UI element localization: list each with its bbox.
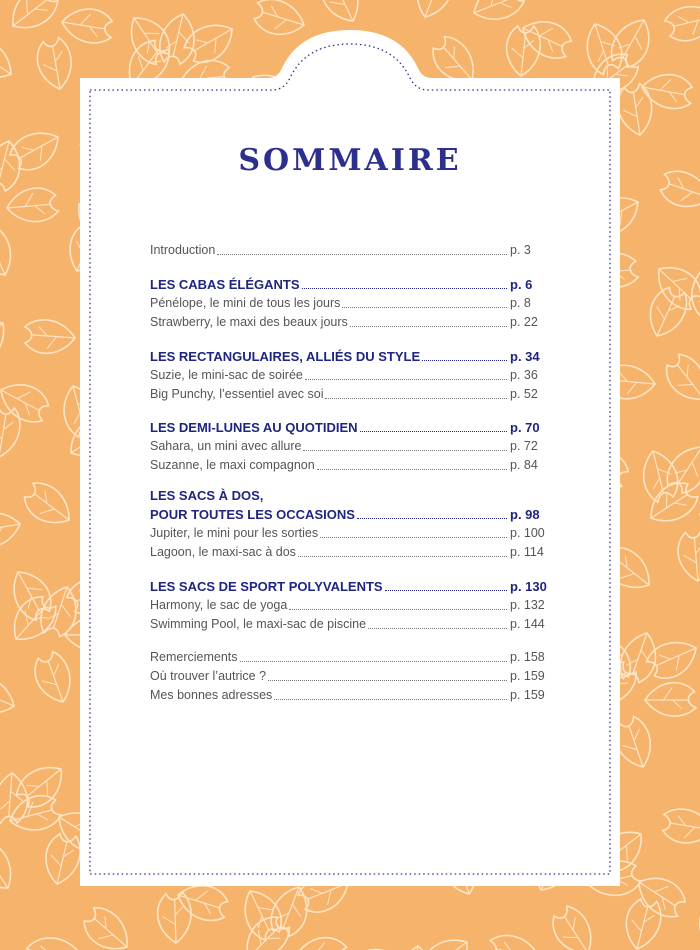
- dot-leader: [274, 699, 507, 700]
- dot-leader: [317, 469, 507, 470]
- toc-entry-label: Harmony, le sac de yoga: [150, 598, 288, 612]
- toc-entry-page: p. 158: [510, 650, 545, 664]
- toc-entry-label: Sahara, un mini avec allure: [150, 439, 302, 453]
- toc-entry-page: p. 3: [510, 243, 531, 257]
- toc-entry-label-line1: LES SACS À DOS,: [150, 488, 264, 503]
- toc-entry: [150, 387, 553, 402]
- toc-entry-label: LES SACS DE SPORT POLYVALENTS: [150, 579, 383, 594]
- dot-leader: [305, 379, 507, 380]
- dot-leader: [325, 398, 507, 399]
- toc-entry-page: p. 6: [510, 277, 533, 292]
- toc-entry-label: Mes bonnes adresses: [150, 688, 273, 702]
- toc-entry-label: Pénélope, le mini de tous les jours: [150, 296, 341, 310]
- toc-entry-label: Suzie, le mini-sac de soirée: [150, 368, 303, 382]
- toc-entry-page: p. 8: [510, 296, 531, 310]
- dot-leader: [240, 661, 507, 662]
- toc-entry-label: Lagoon, le maxi-sac à dos: [150, 545, 296, 559]
- toc-entry: [150, 296, 553, 311]
- toc-entry-page: p. 98: [510, 507, 540, 522]
- dot-leader: [360, 431, 507, 432]
- toc-entry: [150, 368, 553, 383]
- toc-entry: [150, 458, 553, 473]
- toc-entry: [150, 526, 553, 541]
- toc-section-heading: [150, 579, 553, 594]
- dot-leader: [289, 609, 507, 610]
- dot-leader: [357, 518, 507, 519]
- page-title: SOMMAIRE: [238, 143, 462, 178]
- toc-entry: [150, 598, 553, 613]
- toc-entry-page: p. 130: [510, 579, 547, 594]
- toc-entry-label: Big Punchy, l’essentiel avec soi: [150, 387, 324, 401]
- dot-leader: [217, 254, 507, 255]
- toc-entry: [150, 243, 553, 258]
- toc-section-heading: [150, 349, 553, 364]
- toc-entry-page: p. 34: [510, 349, 540, 364]
- toc-entry-page: p. 72: [510, 439, 538, 453]
- toc-entry-page: p. 132: [510, 598, 545, 612]
- toc-entry-label: LES RECTANGULAIRES, ALLIÉS DU STYLE: [150, 349, 421, 364]
- dot-leader: [385, 590, 507, 591]
- toc-entry-label: Introduction: [150, 243, 216, 257]
- dot-leader: [422, 360, 507, 361]
- toc-entry: [150, 315, 553, 330]
- toc-entry-label: Où trouver l’autrice ?: [150, 669, 267, 683]
- dot-leader: [302, 288, 507, 289]
- toc-entry-label: LES DEMI-LUNES AU QUOTIDIEN: [150, 420, 358, 435]
- toc-entry: [150, 669, 553, 684]
- toc-entry-page: p. 70: [510, 420, 540, 435]
- dot-leader: [320, 537, 507, 538]
- toc-entry-page: p. 22: [510, 315, 538, 329]
- toc-entry-page: p. 36: [510, 368, 538, 382]
- toc-entry-page: p. 52: [510, 387, 538, 401]
- toc-entry: [150, 439, 553, 454]
- toc-entry: [150, 688, 553, 703]
- toc-entry-label: Swimming Pool, le maxi-sac de piscine: [150, 617, 367, 631]
- toc-entry-label: LES CABAS ÉLÉGANTS: [150, 277, 300, 292]
- toc-entry-page: p. 114: [510, 545, 544, 559]
- dot-leader: [298, 556, 507, 557]
- dot-leader: [350, 326, 507, 327]
- toc-entry: [150, 617, 553, 632]
- dot-leader: [268, 680, 507, 681]
- toc-entry-page: p. 159: [510, 669, 545, 683]
- toc-entry-page: p. 159: [510, 688, 545, 702]
- toc-section-heading: [150, 420, 553, 435]
- toc-entry: [150, 545, 553, 560]
- toc-entry-page: p. 100: [510, 526, 545, 540]
- toc-entry-label: Remerciements: [150, 650, 238, 664]
- toc-entry-label: Suzanne, le maxi compagnon: [150, 458, 315, 472]
- dot-leader: [342, 307, 507, 308]
- toc-section-heading: [150, 277, 553, 292]
- dot-leader: [368, 628, 507, 629]
- toc-section-heading: [150, 507, 553, 522]
- dot-leader: [303, 450, 507, 451]
- toc-entry-label: Jupiter, le mini pour les sorties: [150, 526, 319, 540]
- toc-entry-page: p. 144: [510, 617, 545, 631]
- toc-entry-label: POUR TOUTES LES OCCASIONS: [150, 507, 355, 522]
- toc-entry-page: p. 84: [510, 458, 538, 472]
- toc-entry-label: Strawberry, le maxi des beaux jours: [150, 315, 348, 329]
- toc-entry: [150, 650, 553, 665]
